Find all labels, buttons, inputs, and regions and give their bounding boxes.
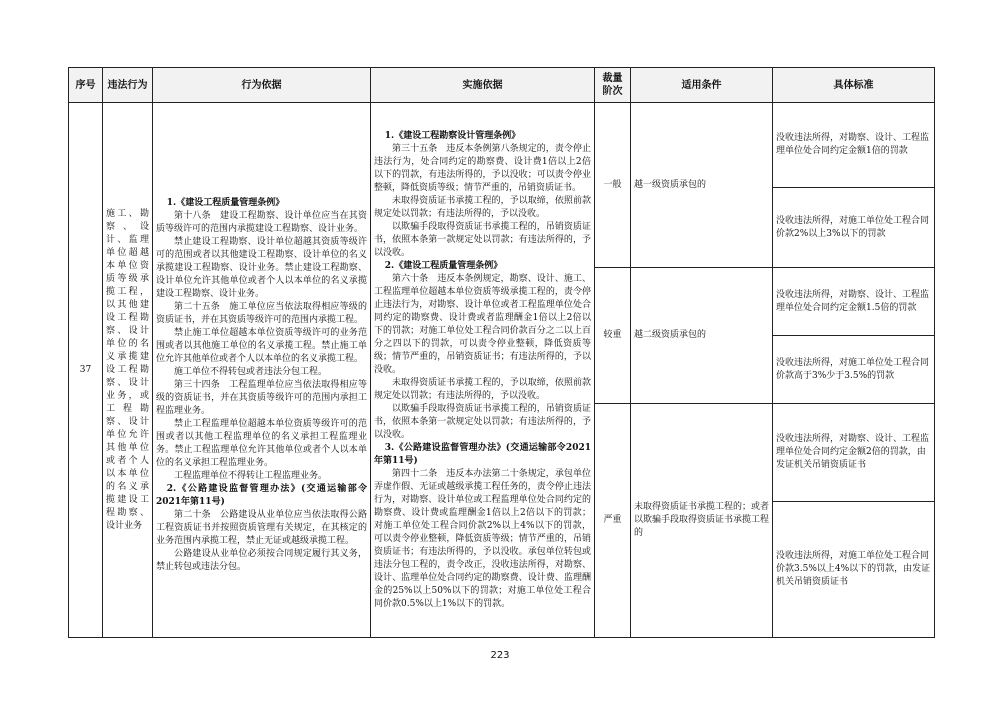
standard-general-2: 没收违法所得，对施工单位处工程合同价款2%以上3%以下的罚款 [773, 188, 935, 268]
basis-paragraph: 公路建设从业单位必须按合同规定履行其义务，禁止转包或违法分包。 [156, 548, 367, 572]
level-severe: 严重 [595, 404, 631, 638]
violation-description: 施工、勘察、设计、监理单位超越本单位资质等级承揽工程，以其他建设工程勘察、设计单位的名义承揽建设工程勘察、设计业务，或工程勘察、设计单位允许其他单位或者个人以本单位的名义承揽建设工程勘察、设计业务 [103, 103, 153, 638]
impl-paragraph: 第三十五条 违反本条例第八条规定的，责令停止违法行为，处合同约定的勘察费、设计费1倍以上2倍以下的罚款，有违法所得的，予以没收；可以责令停业整顿，降低资质等级；情节严重的，吊销资质证书。 [374, 143, 591, 193]
basis-paragraph: 施工单位不得转包或者违法分包工程。 [174, 366, 328, 377]
header-basis: 行为依据 [153, 68, 371, 103]
impl-paragraph: 以欺骗手段取得资质证书承揽工程的，吊销资质证书，依照本条第一款规定处以罚款；有违法所得的，予以没收。 [374, 403, 591, 440]
header-row [69, 68, 935, 103]
level-serious: 较重 [595, 268, 631, 404]
condition-serious: 越二级资质承包的 [631, 268, 773, 404]
penalty-table [68, 67, 935, 638]
standard-serious-2: 没收违法所得，对施工单位处工程合同价款高于3%少于3.5%的罚款 [773, 336, 935, 404]
impl-heading: 3.《公路建设监督管理办法》(交通运输部令2021年第11号) [374, 442, 591, 466]
header-act: 违法行为 [103, 68, 153, 103]
header-no: 序号 [69, 68, 103, 103]
basis-paragraph: 第三十四条 工程监理单位应当依法取得相应等级的资质证书，并在其资质等级许可的范围内承担工程监理业务。 [156, 379, 367, 416]
basis-paragraph: 禁止工程监理单位超越本单位资质等级许可的范围或者以其他工程监理单位的名义承担工程监理业务。禁止工程监理单位允许其他单位或者个人以本单位的名义承担工程监理业务。 [156, 418, 367, 468]
impl-paragraph: 未取得资质证书承揽工程的，予以取缔，依照前款规定处以罚款；有违法所得的，予以没收。 [374, 377, 591, 401]
basis-paragraph: 禁止建设工程勘察、设计单位超越其资质等级许可的范围或者以其他建设工程勘察、设计单位的名义承揽建设工程勘察、设计业务。禁止建设工程勘察、设计单位允许其他单位或者个人以本单位的名义承揽建设工程勘察、设计业务。 [156, 236, 367, 299]
basis-paragraph: 第十八条 建设工程勘察、设计单位应当在其资质等级许可的范围内承揽建设工程勘察、设计业务。 [156, 210, 367, 234]
condition-general: 越一级资质承包的 [631, 103, 773, 268]
header-impl: 实施依据 [371, 68, 595, 103]
impl-paragraph: 未取得资质证书承揽工程的，予以取缔，依照前款规定处以罚款；有违法所得的，予以没收。 [374, 195, 591, 219]
standard-severe-2: 没收违法所得，对施工单位处工程合同价款3.5%以上4%以下的罚款，由发证机关吊销资质证书 [773, 502, 935, 638]
basis-paragraph: 第二十条 公路建设从业单位应当依法取得公路工程资质证书并按照资质管理有关规定，在其核定的业务范围内承揽工程，禁止无证或越级承揽工程。 [156, 509, 367, 546]
page-number: 223 [490, 650, 510, 661]
impl-paragraph: 第六十条 违反本条例规定，勘察、设计、施工、工程监理单位超越本单位资质等级承揽工程的，责令停止违法行为，对勘察、设计单位或者工程监理单位处合同约定的勘察费、设计费或者监理酬金1倍以上2倍以下的罚款；对施工单位处工程合同价款百分之二以上百分之四以下的罚款，可以责令停业整顿，降低资质等级；情节严重的，吊销资质证书；有违法所得的，予以没收。 [374, 273, 591, 375]
impl-paragraph: 第四十二条 违反本办法第二十条规定，承包单位弄虚作假、无证或越级承揽工程任务的，责令停止违法行为，对勘察、设计单位或工程监理单位处合同约定的勘察费、设计费或监理酬金1倍以上2倍以下的罚款；对施工单位处工程合同价款2%以上4%以下的罚款，可以责令停业整顿，降低资质等级；情节严重的，吊销资质证书；有违法所得的，予以没收。承包单位转包或违法分包工程的，责令改正，没收违法所得，对勘察、设计、监理单位处合同约定的勘察费、设计费、监理酬金的25%以上50%以下的罚款；对施工单位处工程合同价款0.5%以上1%以下的罚款。 [374, 468, 591, 609]
header-level: 裁量阶次 [595, 68, 631, 103]
basis-paragraph: 工程监理单位不得转让工程监理业务。 [174, 470, 328, 481]
row-number: 37 [69, 103, 103, 638]
impl-heading: 1.《建设工程勘察设计管理条例》 [384, 130, 521, 141]
basis-heading: 1.《建设工程质量管理条例》 [166, 197, 285, 208]
basis-paragraph: 禁止施工单位超越本单位资质等级许可的业务范围或者以其他施工单位的名义承揽工程。禁止施工单位允许其他单位或者个人以本单位的名义承揽工程。 [156, 327, 367, 364]
implementation-basis-cell [371, 103, 595, 638]
standard-severe-1: 没收违法所得，对勘察、设计、工程监理单位处合同约定金额2倍的罚款，由发证机关吊销资质证书 [773, 404, 935, 502]
header-cond: 适用条件 [631, 68, 773, 103]
impl-heading: 2.《建设工程质量管理条例》 [384, 260, 503, 271]
header-std: 具体标准 [773, 68, 935, 103]
basis-paragraph: 第二十五条 施工单位应当依法取得相应等级的资质证书，并在其资质等级许可的范围内承揽工程。 [156, 301, 367, 325]
condition-severe: 未取得资质证书承揽工程的；或者以欺骗手段取得资质证书承揽工程的 [631, 404, 773, 638]
level-general: 一般 [595, 103, 631, 268]
standard-serious-1: 没收违法所得，对勘察、设计、工程监理单位处合同约定金额1.5倍的罚款 [773, 268, 935, 336]
impl-paragraph: 以欺骗手段取得资质证书承揽工程的，吊销资质证书，依照本条第一款规定处以罚款；有违法所得的，予以没收。 [374, 221, 591, 258]
standard-general-1: 没收违法所得，对勘察、设计、工程监理单位处合同约定金额1倍的罚款 [773, 103, 935, 188]
behavior-basis-cell [153, 103, 371, 638]
basis-heading: 2.《公路建设监督管理办法》(交通运输部令2021年第11号) [156, 483, 367, 507]
